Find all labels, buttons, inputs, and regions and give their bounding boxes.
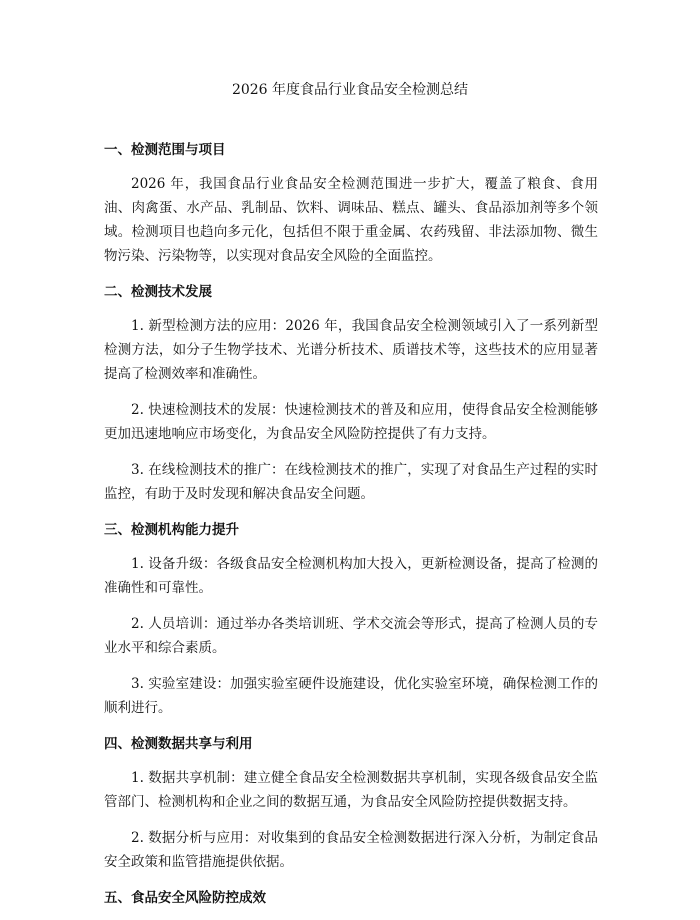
paragraph: 1. 设备升级：各级食品安全检测机构加大投入，更新检测设备，提高了检测的准确性和可靠性。: [104, 556, 598, 596]
paragraph: 2. 人员培训：通过举办各类培训班、学术交流会等形式，提高了检测人员的专业水平和综合素质。: [104, 616, 598, 656]
paragraph: 3. 实验室建设：加强实验室硬件设施建设，优化实验室环境，确保检测工作的顺利进行。: [104, 676, 598, 716]
section-heading: 四、检测数据共享与利用: [104, 736, 253, 752]
paragraph: 2026 年，我国食品行业食品安全检测范围进一步扩大，覆盖了粮食、食用油、肉禽蛋、水产品、乳制品、饮料、调味品、糕点、罐头、食品添加剂等多个领域。检测项目也趋向多元化，包括但不限于重金属、农药残留、非法添加物、微生物污染、污染物等，以实现对食品安全风险的全面监控。: [104, 176, 598, 264]
paragraph: 2. 快速检测技术的发展：快速检测技术的普及和应用，使得食品安全检测能够更加迅速地响应市场变化，为食品安全风险防控提供了有力支持。: [104, 402, 598, 442]
paragraph: 2. 数据分析与应用：对收集到的食品安全检测数据进行深入分析，为制定食品安全政策和监管措施提供依据。: [104, 830, 598, 870]
section-risk-control: [104, 888, 598, 908]
section-data-sharing: [104, 734, 598, 874]
document-body: [104, 140, 598, 920]
section-heading: 五、食品安全风险防控成效: [104, 890, 266, 906]
paragraph: 1. 新型检测方法的应用：2026 年，我国食品安全检测领域引入了一系列新型检测方法，如分子生物学技术、光谱分析技术、质谱技术等，这些技术的应用显著提高了检测效率和准确性。: [104, 318, 598, 382]
section-technology: [104, 282, 598, 506]
paragraph: 1. 数据共享机制：建立健全食品安全检测数据共享机制，实现各级食品安全监管部门、检测机构和企业之间的数据互通，为食品安全风险防控提供数据支持。: [104, 770, 598, 810]
section-heading: 一、检测范围与项目: [104, 142, 226, 158]
section-institutions: [104, 520, 598, 720]
section-heading: 三、检测机构能力提升: [104, 522, 239, 538]
paragraph: 3. 在线检测技术的推广：在线检测技术的推广，实现了对食品生产过程的实时监控，有助于及时发现和解决食品安全问题。: [104, 462, 598, 502]
document-title: 2026 年度食品行业食品安全检测总结: [231, 82, 469, 98]
section-scope: [104, 140, 598, 268]
section-heading: 二、检测技术发展: [104, 284, 212, 300]
